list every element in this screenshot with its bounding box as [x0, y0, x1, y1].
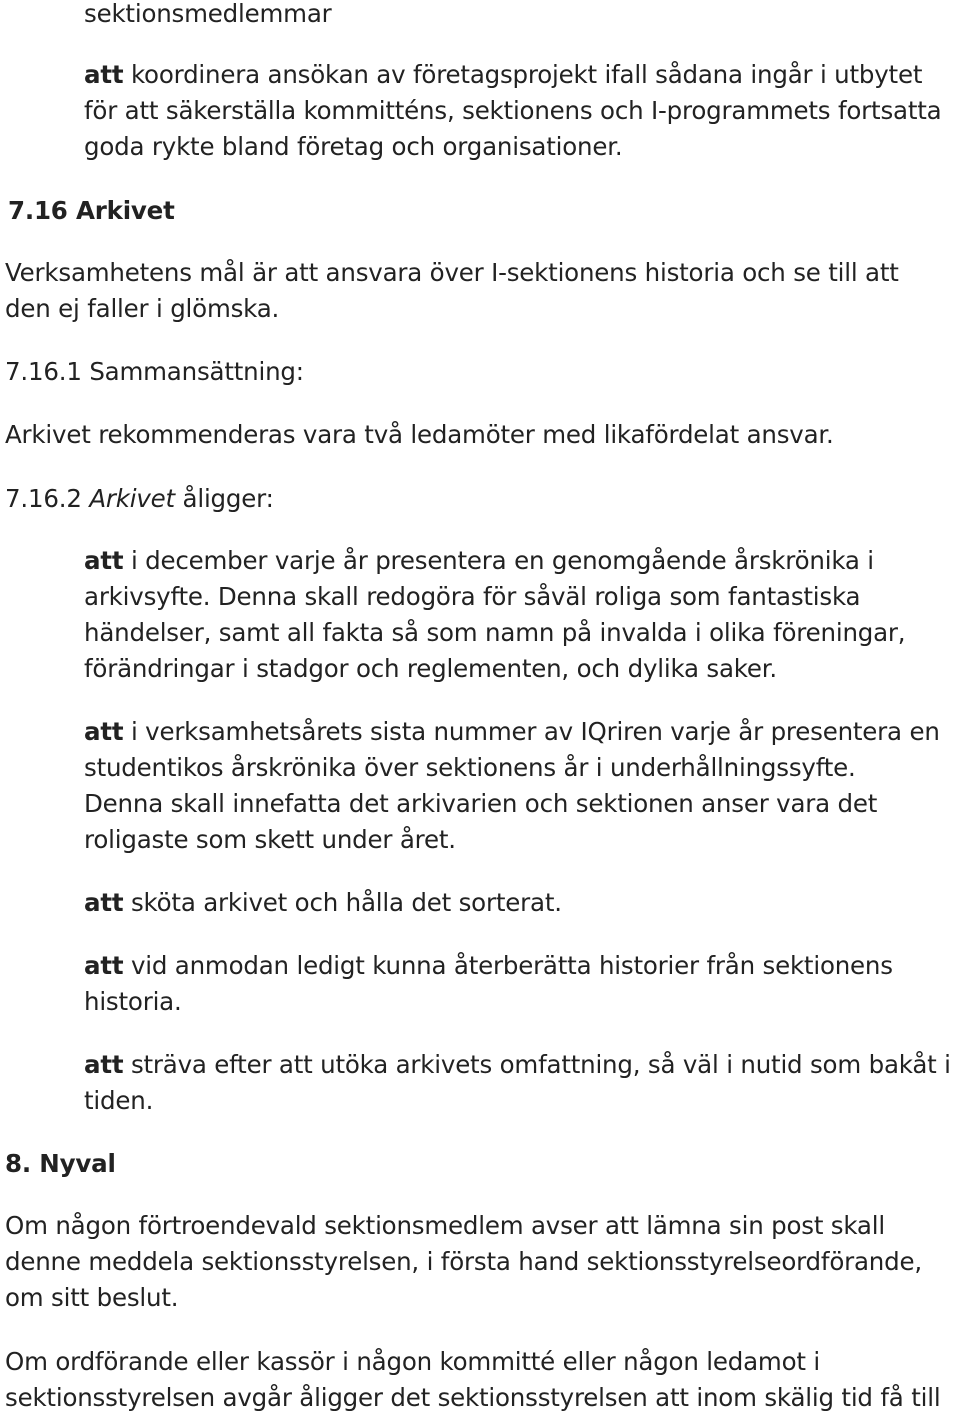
att-keyword: att: [84, 951, 124, 980]
fragment-line: sektionsmedlemmar: [84, 0, 332, 28]
subheading-7-16-1: 7.16.1 Sammansättning:: [5, 357, 304, 386]
att-keyword: att: [84, 717, 124, 746]
composition-text: Arkivet rekommenderas vara två ledamöter med likafördelat ansvar.: [5, 420, 834, 449]
purpose-text: Verksamhetens mål är att ansvara över I-sektionens historia och se till att: [5, 258, 899, 287]
subheading-7-16-2: 7.16.2 Arkivet åligger:: [5, 484, 274, 513]
document-page: sektionsmedlemmar att koordinera ansökan av företagsprojekt ifall sådana ingår i utbytet för att säkerställa kommitténs, sektionens och I-programmets fortsatta goda rykte bland företag och organisationer. 7.16 Arkivet Verksamhetens mål är att ansvara över I-sektionens historia och se till att den ej faller i glömska. 7.16.1 Sammansättning: Arkivet rekommenderas vara två ledamöter med likafördelat ansvar. 7.16.2 Arkivet åligger: att i december varje år presentera en genomgående årskrönika i arkivsyfte. Denna skall redogöra för såväl roliga som fantastiska händelser, samt all fakta så som namn på invalda i olika föreningar, förändringar i stadgor och reglementen, och dylika saker. att i verksamhetsårets sista nummer av IQriren varje år presentera en studentikos årskrönika över sektionens år i underhållningssyfte. Denna skall innefatta det arkivarien och sektionen anser vara det roligaste som skett under året. att sköta arkivet och hålla det sorterat. att vid anmodan ledigt kunna återberätta historier från sektionens historia. att sträva efter att utöka arkivets omfattning, så väl i nutid som bakåt i tiden. 8. Nyval Om någon förtroendevald sektionsmedlem avser att lämna sin post skall denne meddela sektionsstyrelsen, i första hand sektionsstyrelseordförande, om sitt beslut. Om ordförande eller kassör i någon kommitté eller någon ledamot i sektionsstyrelsen avgår åligger det sektionsstyrelsen att inom skälig tid få till: [0, 0, 960, 1415]
att-keyword: att: [84, 546, 124, 575]
section-heading-7-16: 7.16 Arkivet: [8, 196, 175, 225]
att-keyword: att: [84, 888, 124, 917]
att-keyword: att: [84, 1050, 124, 1079]
section-heading-8: 8. Nyval: [5, 1149, 116, 1178]
att-keyword: att: [84, 60, 124, 89]
